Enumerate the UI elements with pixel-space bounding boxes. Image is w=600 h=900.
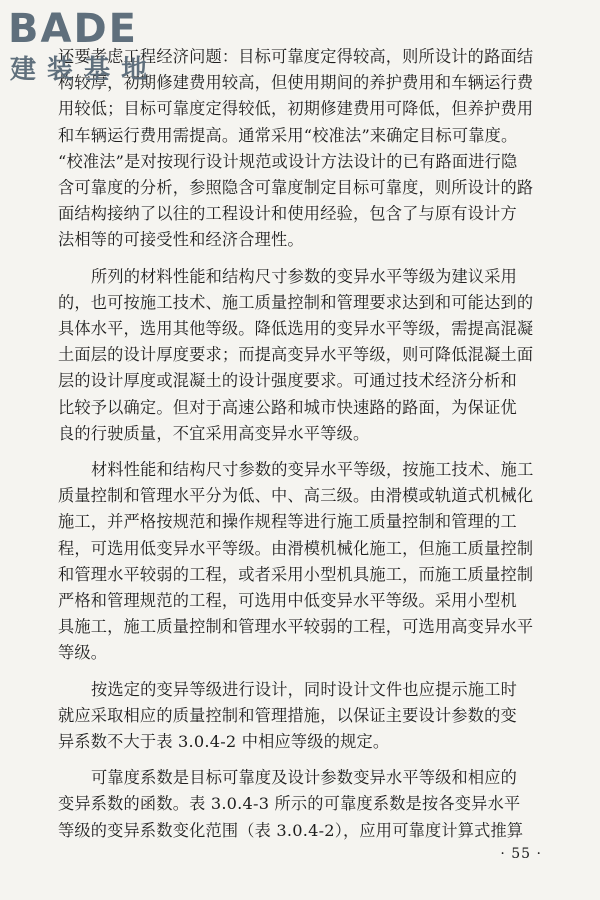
text-line: 异系数不大于表 3.0.4-2 中相应等级的规定。 <box>58 732 390 752</box>
text-line: 土面层的设计厚度要求；而提高变异水平等级，则可降低混凝土面 <box>58 345 534 365</box>
text-line: 具体水平，选用其他等级。降低选用的变异水平等级，需提高混凝 <box>58 319 534 339</box>
text-line: 还要考虑工程经济问题：目标可靠度定得较高，则所设计的路面结 <box>58 47 534 66</box>
text-line: “校准法”是对按现行设计规范或设计方法设计的已有路面进行隐 <box>58 151 518 171</box>
text-line: 可靠度系数是目标可靠度及设计参数变异水平等级和相应的 <box>91 768 518 788</box>
text-line: 和管理水平较弱的工程，或者采用小型机具施工，而施工质量控制 <box>58 564 534 584</box>
text-line: 和车辆运行费用需提高。通常采用“校准法”来确定目标可靠度。 <box>58 125 518 145</box>
paragraph <box>58 765 548 844</box>
text-line: 具施工，施工质量控制和管理水平较弱的工程，可选用高变异水平 <box>58 617 534 637</box>
text-line: 所列的材料性能和结构尺寸参数的变异水平等级为建议采用 <box>91 266 518 286</box>
text-line: 变异系数的函数。表 3.0.4-3 所示的可靠度系数是按各变异水平 <box>58 794 521 814</box>
text-line: 施工，并严格按规范和操作规程等进行施工质量控制和管理的工 <box>58 512 517 532</box>
text-line: 比较予以确定。但对于高速公路和城市快速路的路面，为保证优 <box>58 397 517 417</box>
text-line: 严格和管理规范的工程，可选用中低变异水平等级。采用小型机 <box>58 591 517 611</box>
text-line: 面结构接纳了以往的工程设计和使用经验，包含了与原有设计方 <box>58 204 517 224</box>
text-line: 等级。 <box>58 643 108 663</box>
text-line: 构较厚，初期修建费用较高，但使用期间的养护费用和车辆运行费 <box>58 73 534 93</box>
paragraph <box>58 677 548 756</box>
text-line: 按选定的变异等级进行设计，同时设计文件也应提示施工时 <box>91 679 518 699</box>
text-line: 含可靠度的分析，参照隐含可靠度制定目标可靠度，则所设计的路 <box>58 178 534 198</box>
text-line: 用较低；目标可靠度定得较低，初期修建费用可降低，但养护费用 <box>58 99 534 119</box>
paragraph <box>58 457 548 667</box>
watermark-latin: BADE <box>8 6 138 52</box>
text-line: 等级的变异系数变化范围（表 3.0.4-2），应用可靠度计算式推算 <box>58 820 524 840</box>
text-line: 就应采取相应的质量控制和管理措施，以保证主要设计参数的变 <box>58 705 517 725</box>
text-line: 材料性能和结构尺寸参数的变异水平等级，按施工技术、施工 <box>91 460 534 480</box>
text-line: 的，也可按施工技术、施工质量控制和管理要求达到和可能达到的 <box>58 292 534 312</box>
text-line: 法相等的可接受性和经济合理性。 <box>58 230 304 250</box>
page-number: · 55 · <box>500 846 542 862</box>
text-line: 层的设计厚度或混凝土的设计强度要求。可通过技术经济分析和 <box>58 371 517 391</box>
text-line: 程，可选用低变异水平等级。由滑模机械化施工，但施工质量控制 <box>58 538 534 558</box>
paragraph <box>58 264 548 447</box>
bade-watermark-logo <box>6 4 176 84</box>
document-body <box>58 44 548 854</box>
watermark-chinese: 建 装 基 地 <box>10 55 149 84</box>
text-line: 良的行驶质量，不宜采用高变异水平等级。 <box>58 423 370 443</box>
text-line: 质量控制和管理水平分为低、中、高三级。由滑模或轨道式机械化 <box>58 486 534 506</box>
